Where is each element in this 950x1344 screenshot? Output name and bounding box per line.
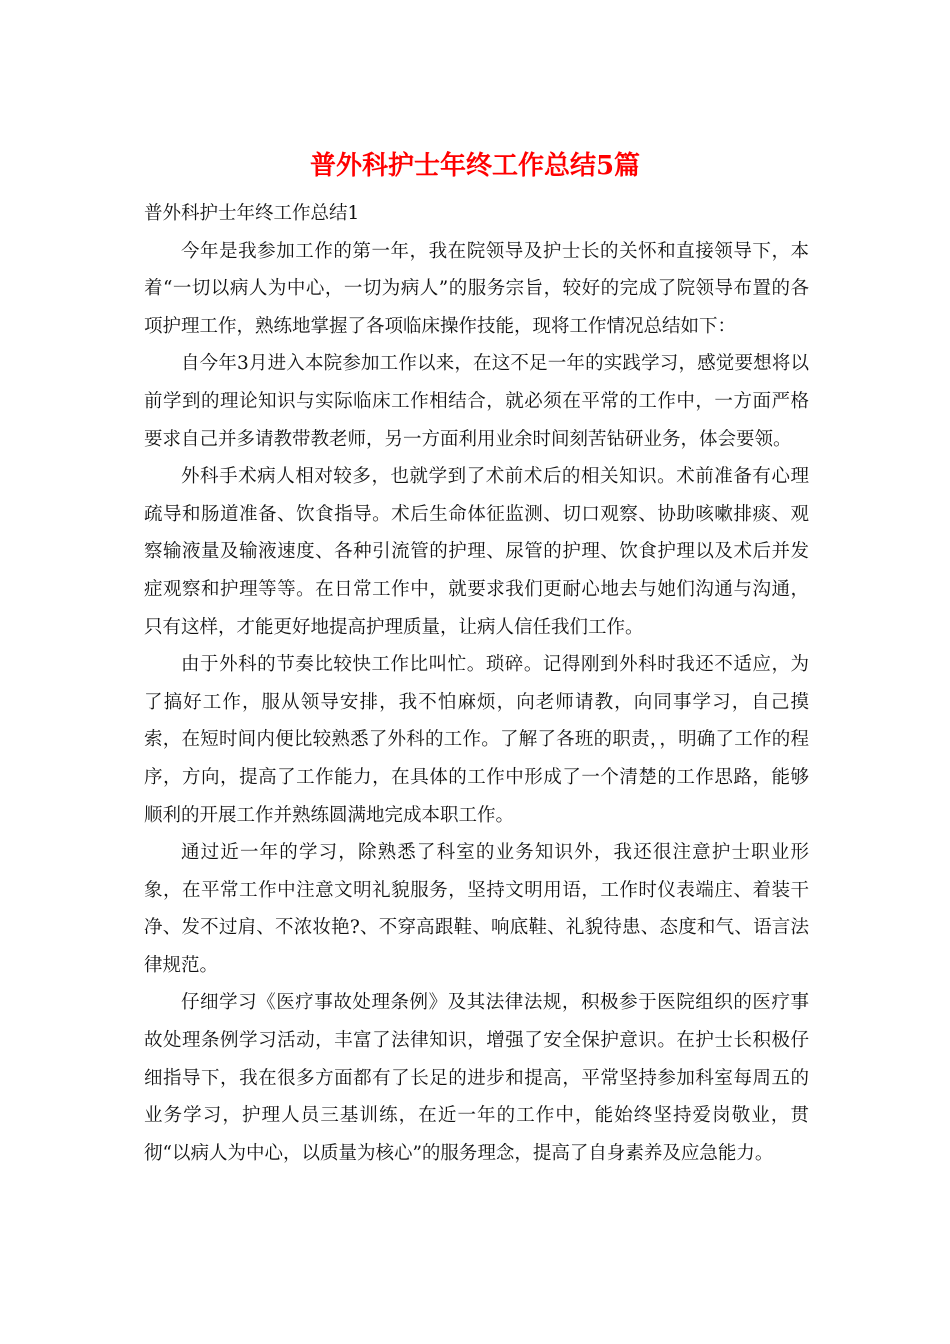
- paragraph-6: 仔细学习《医疗事故处理条例》及其法律法规，积极参于医院组织的医疗事故处理条例学习活动，丰富了法律知识，增强了安全保护意识。在护士长积极仔细指导下，我在很多方面都有了长足的进步和提高，平常坚持参加科室每周五的业务学习，护理人员三基训练，在近一年的工作中，能始终坚持爱岗敬业，贯彻“以病人为中心，以质量为核心”的服务理念，提高了自身素养及应急能力。: [144, 992, 809, 1164]
- document-body: [144, 195, 809, 1172]
- section-heading: 普外科护士年终工作总结1: [144, 203, 360, 224]
- paragraph-3: 外科手术病人相对较多，也就学到了术前术后的相关知识。术前准备有心理疏导和肠道准备、饮食指导。术后生命体征监测、切口观察、协助咳嗽排痰、观察输液量及输液速度、各种引流管的护理、尿管的护理、饮食护理以及术后并发症观察和护理等等。在日常工作中，就要求我们更耐心地去与她们沟通与沟通，只有这样，才能更好地提高护理质量，让病人信任我们工作。: [144, 466, 809, 638]
- paragraph-4: 由于外科的节奏比较快工作比叫忙。琐碎。记得刚到外科时我还不适应，为了搞好工作，服从领导安排，我不怕麻烦，向老师请教，向同事学习，自己摸索，在短时间内便比较熟悉了外科的工作。了解了各班的职责，，明确了工作的程序，方向，提高了工作能力，在具体的工作中形成了一个清楚的工作思路，能够顺利的开展工作并熟练圆满地完成本职工作。: [144, 654, 809, 826]
- document-title: 普外科护士年终工作总结5篇: [309, 151, 641, 181]
- paragraph-2: 自今年3月进入本院参加工作以来，在这不足一年的实践学习，感觉要想将以前学到的理论知识与实际临床工作相结合，就必须在平常的工作中，一方面严格要求自己并多请教带教老师，另一方面利用业余时间刻苦钻研业务，体会要领。: [144, 353, 809, 450]
- paragraph-1: 今年是我参加工作的第一年，我在院领导及护士长的关怀和直接领导下，本着“一切以病人为中心，一切为病人”的服务宗旨，较好的完成了院领导布置的各项护理工作，熟练地掌握了各项临床操作技能，现将工作情况总结如下：: [144, 240, 809, 337]
- paragraph-5: 通过近一年的学习，除熟悉了科室的业务知识外，我还很注意护士职业形象，在平常工作中注意文明礼貌服务，坚持文明用语，工作时仪表端庄、着装干净、发不过肩、不浓妆艳?、不穿高跟鞋、响底鞋、礼貌待患、态度和气、语言法律规范。: [144, 842, 809, 976]
